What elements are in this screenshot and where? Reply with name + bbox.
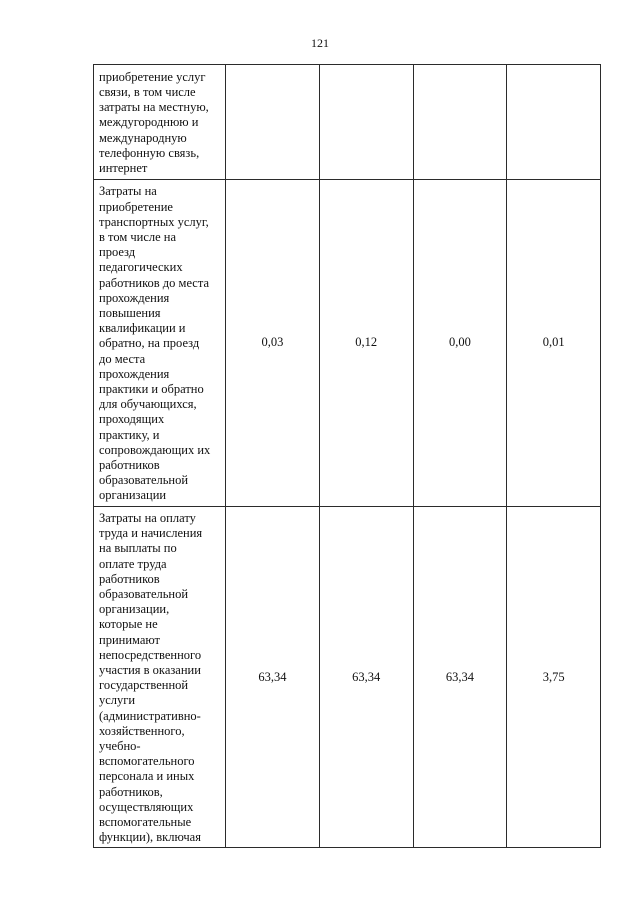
row-label-line: для обучающихся, bbox=[99, 397, 197, 412]
value-cell-col-3: 63,34 bbox=[413, 507, 507, 848]
row-label-line: практики и обратно bbox=[99, 382, 204, 396]
row-label-line: организации bbox=[99, 488, 167, 503]
row-label-line: международную bbox=[99, 130, 187, 145]
value-cell-col-4: 3,75 bbox=[507, 507, 601, 848]
row-label-line: на выплаты по bbox=[99, 541, 177, 556]
table-row bbox=[94, 180, 601, 507]
row-label-line: образовательной bbox=[99, 473, 189, 488]
row-label-line: (административно- bbox=[99, 708, 201, 723]
row-label-line: государственной bbox=[99, 678, 189, 693]
row-label-line: квалификации и bbox=[99, 321, 186, 336]
row-label-line: вспомогательного bbox=[99, 754, 195, 769]
value-cell-col-2 bbox=[319, 65, 413, 180]
row-label-line: до места bbox=[99, 351, 146, 366]
row-label-line: педагогических bbox=[99, 260, 183, 275]
value-cell-col-1 bbox=[226, 65, 320, 180]
row-label-line: работников bbox=[99, 571, 160, 586]
value-cell-col-1: 63,34 bbox=[226, 507, 320, 848]
row-label-line: хозяйственного, bbox=[99, 723, 185, 738]
row-label-line: организации, bbox=[99, 602, 170, 617]
row-label-line: которые не bbox=[99, 617, 158, 632]
row-label-line: работников bbox=[99, 458, 160, 473]
row-label-line: приобретение услуг bbox=[99, 69, 206, 84]
row-label-line: проезд bbox=[99, 245, 136, 260]
row-label-line: обратно, на проезд bbox=[99, 336, 200, 351]
row-label-line: прохождения bbox=[99, 290, 170, 305]
value-cell-col-4 bbox=[507, 65, 601, 180]
row-label-line: участия в оказании bbox=[99, 663, 201, 678]
table-row bbox=[94, 65, 601, 180]
value-cell-col-4: 0,01 bbox=[507, 180, 601, 507]
row-label-line: повышения bbox=[99, 305, 161, 320]
row-label-line: прохождения bbox=[99, 366, 170, 381]
row-label-cell bbox=[94, 507, 226, 848]
row-label-line: оплате труда bbox=[99, 556, 167, 571]
row-label-line: труда и начисления bbox=[99, 526, 203, 541]
row-label-line: учебно- bbox=[99, 739, 141, 754]
row-label-cell bbox=[94, 65, 226, 180]
row-label-line: междугороднюю и bbox=[99, 115, 199, 130]
row-label-line: в том числе на bbox=[99, 229, 177, 244]
row-label-line: осуществляющих bbox=[99, 799, 194, 814]
table-row bbox=[94, 507, 601, 848]
value-cell-col-1: 0,03 bbox=[226, 180, 320, 507]
row-label-line: приобретение bbox=[99, 199, 173, 214]
row-label-line: Затраты на bbox=[99, 184, 157, 199]
row-label-line: услуги bbox=[99, 693, 136, 708]
row-label-line: образовательной bbox=[99, 587, 189, 602]
row-label-line: вспомогательные bbox=[99, 815, 192, 830]
row-label-line: сопровождающих их bbox=[99, 442, 211, 457]
page-number: 121 bbox=[311, 36, 329, 50]
row-label-line: непосредственного bbox=[99, 647, 202, 662]
expense-table bbox=[93, 64, 601, 848]
row-label-line: транспортных услуг, bbox=[99, 214, 209, 229]
value-cell-col-2: 63,34 bbox=[319, 507, 413, 848]
value-cell-col-3: 0,00 bbox=[413, 180, 507, 507]
row-label-cell bbox=[94, 180, 226, 507]
row-label-line: практику, и bbox=[99, 427, 160, 442]
value-cell-col-3 bbox=[413, 65, 507, 180]
row-label-line: функции), включая bbox=[99, 830, 201, 845]
row-label-line: интернет bbox=[99, 161, 148, 175]
row-label-line: связи, в том числе bbox=[99, 84, 196, 99]
row-label-line: Затраты на оплату bbox=[99, 511, 196, 525]
row-label-line: работников, bbox=[99, 784, 163, 799]
row-label-line: затраты на местную, bbox=[99, 100, 209, 115]
row-label-line: телефонную связь, bbox=[99, 145, 200, 160]
row-label-line: работников до места bbox=[99, 275, 210, 290]
row-label-line: персонала и иных bbox=[99, 769, 195, 784]
row-label-line: проходящих bbox=[99, 412, 165, 427]
row-label-line: принимают bbox=[99, 632, 161, 647]
value-cell-col-2: 0,12 bbox=[319, 180, 413, 507]
